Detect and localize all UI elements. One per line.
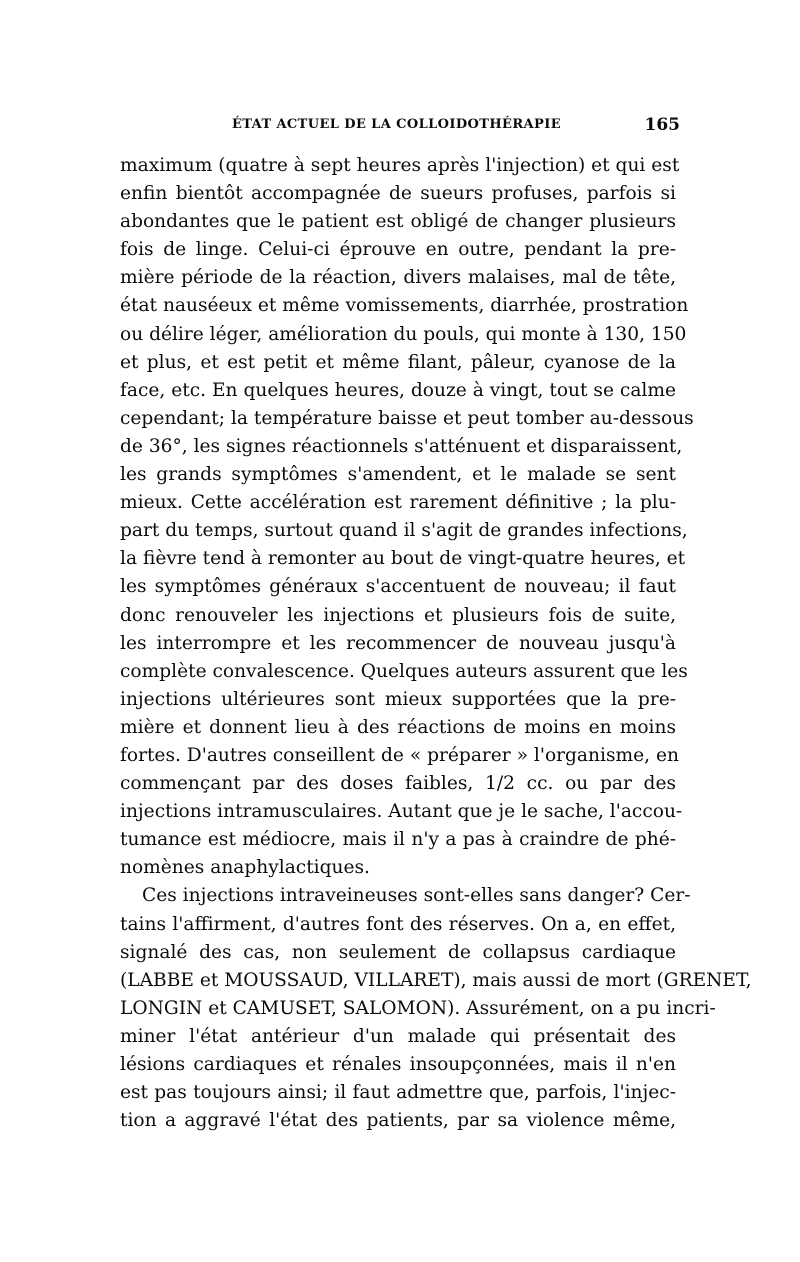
text-line: de 36°, les signes réactionnels s'atténuent et disparaissent, — [120, 435, 683, 457]
text-line: les interrompre et les recommencer de nouveau jusqu'à — [120, 632, 676, 654]
text-line-paragraph-start: Ces injections intraveineuses sont-elles sans danger? Cer- — [142, 885, 691, 907]
text-line: lésions cardiaques et rénales insoupçonnées, mais il n'en — [120, 1054, 676, 1075]
text-line: (LABBE et MOUSSAUD, VILLARET), mais aussi de mort (GRENET, — [120, 969, 752, 991]
text-line: fortes. D'autres conseillent de « préparer » l'organisme, en — [120, 744, 679, 766]
text-line: tains l'affirment, d'autres font des réserves. On a, en effet, — [120, 913, 676, 935]
text-line-paragraph-end: nomènes anaphylactiques. — [120, 857, 370, 879]
body-text — [120, 152, 752, 1135]
text-line: LONGIN et CAMUSET, SALOMON). Assurément, on a pu incri- — [120, 997, 716, 1019]
text-line: est pas toujours ainsi; il faut admettre que, parfois, l'injec- — [120, 1082, 676, 1104]
text-line: état nauséeux et même vomissements, diarrhée, prostration — [120, 295, 689, 317]
text-line: part du temps, surtout quand il s'agit de grandes infections, — [120, 520, 688, 542]
text-line: injections ultérieures sont mieux supportées que la pre- — [120, 688, 676, 710]
text-line: la fièvre tend à remonter au bout de vingt-quatre heures, et — [120, 548, 686, 570]
text-line: abondantes que le patient est obligé de changer plusieurs — [120, 211, 676, 233]
running-head — [120, 117, 680, 141]
page-number: 165 — [644, 115, 680, 135]
text-line: les grands symptômes s'amendent, et le malade se sent — [120, 464, 676, 486]
text-line: complète convalescence. Quelques auteurs assurent que les — [120, 660, 688, 682]
text-line: cependant; la température baisse et peut tomber au-dessous — [120, 407, 694, 429]
text-line: miner l'état antérieur d'un malade qui présentait des — [120, 1025, 676, 1047]
text-line: les symptômes généraux s'accentuent de nouveau; il faut — [120, 576, 676, 598]
text-line: mieux. Cette accélération est rarement définitive ; la plu- — [120, 492, 676, 514]
text-line: et plus, et est petit et même filant, pâleur, cyanose de la — [120, 351, 676, 373]
text-line: donc renouveler les injections et plusieurs fois de suite, — [120, 604, 676, 626]
text-line: ou délire léger, amélioration du pouls, qui monte à 130, 150 — [120, 323, 687, 345]
text-line: fois de linge. Celui-ci éprouve en outre, pendant la pre- — [120, 239, 676, 261]
text-line: enfin bientôt accompagnée de sueurs profuses, parfois si — [120, 183, 676, 205]
text-line: signalé des cas, non seulement de collapsus cardiaque — [120, 941, 676, 963]
text-line: commençant par des doses faibles, 1/2 cc. ou par des — [120, 773, 676, 795]
running-title: ÉTAT ACTUEL DE LA COLLOIDOTHÉRAPIE — [232, 117, 562, 132]
text-line: face, etc. En quelques heures, douze à vingt, tout se calme — [120, 379, 676, 401]
text-line: mière et donnent lieu à des réactions de moins en moins — [120, 716, 676, 738]
text-line: injections intramusculaires. Autant que je le sache, l'accou- — [120, 801, 683, 823]
text-line: maximum (quatre à sept heures après l'injection) et qui est — [120, 155, 680, 176]
text-line: tion a aggravé l'état des patients, par sa violence même, — [120, 1110, 676, 1132]
text-line: tumance est médiocre, mais il n'y a pas à craindre de phé- — [120, 829, 676, 851]
text-line: mière période de la réaction, divers malaises, mal de tête, — [120, 267, 676, 289]
